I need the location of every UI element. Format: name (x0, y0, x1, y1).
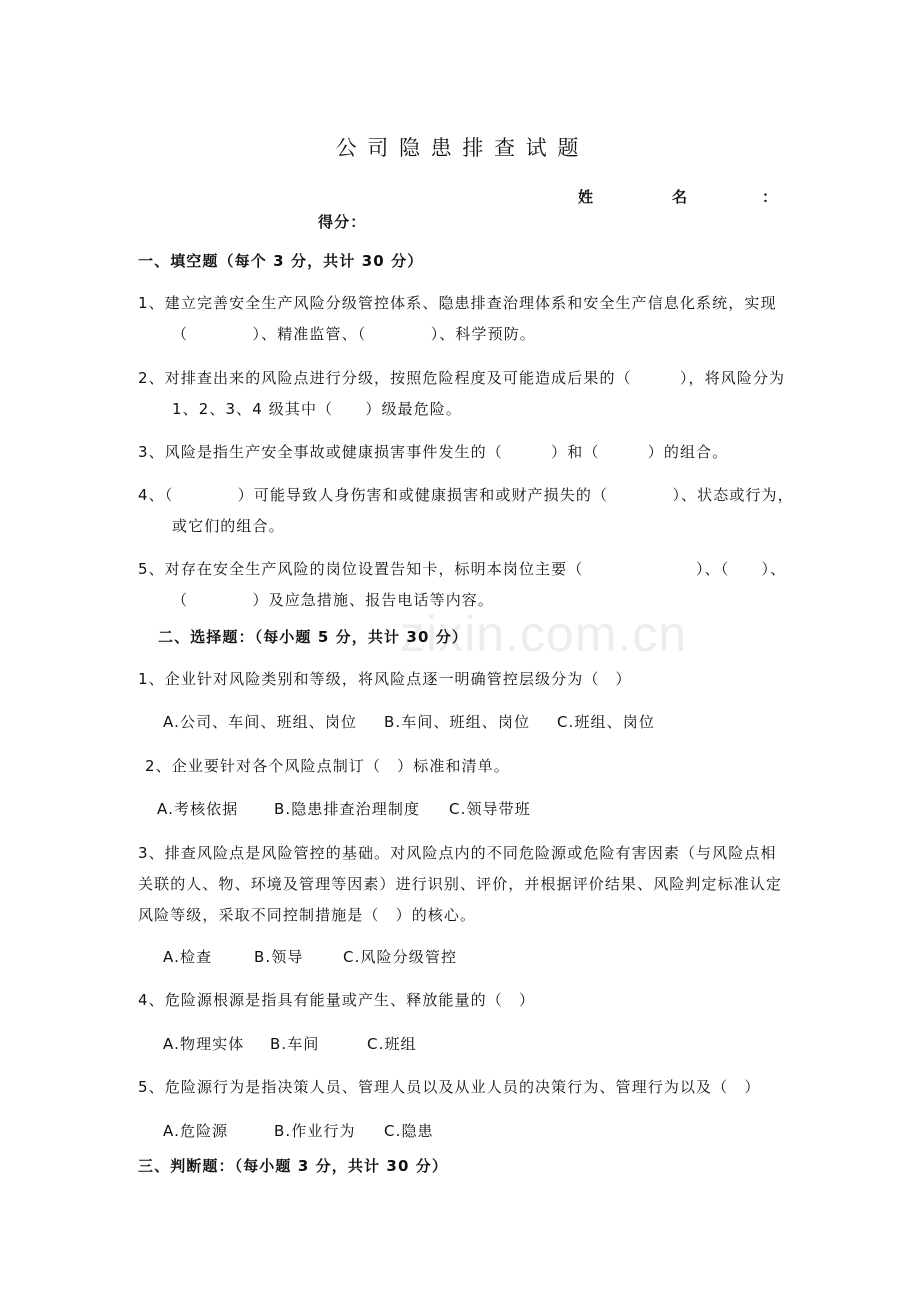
section-heading: 一、填空题（每个 3 分，共计 30 分） (138, 252, 424, 270)
question-line: 4、（ ）可能导致人身伤害和或健康损害和或财产损失的（ ）、状态或行为， (138, 486, 794, 504)
section-heading: 三、判断题：（每小题 3 分，共计 30 分） (138, 1157, 449, 1175)
option-a: A.危险源 (163, 1122, 229, 1140)
question-line: 1、企业针对风险类别和等级，将风险点逐一明确管控层级分为（ ） (138, 670, 632, 688)
question-line: 或它们的组合。 (172, 517, 285, 535)
question-line: 1、2、3、4 级其中（ ）级最危险。 (172, 400, 462, 418)
score-label: 得分： (318, 213, 367, 231)
option-b: B.作业行为 (274, 1122, 356, 1140)
option-a: A.公司、车间、班组、岗位 (163, 713, 358, 731)
option-a: A.物理实体 (163, 1035, 245, 1053)
question-line: 1、建立完善安全生产风险分级管控体系、隐患排查治理体系和安全生产信息化系统，实现 (138, 294, 777, 312)
option-b: B.领导 (254, 948, 304, 966)
question-line: 4、危险源根源是指具有能量或产生、释放能量的（ ） (138, 991, 536, 1009)
option-c: C.风险分级管控 (343, 948, 458, 966)
option-a: A.考核依据 (157, 800, 239, 818)
question-line: 5、对存在安全生产风险的岗位设置告知卡，标明本岗位主要（ ）、（ ）、 (138, 560, 787, 578)
option-c: C.隐患 (384, 1122, 434, 1140)
question-line: （ ）及应急措施、报告电话等内容。 (172, 591, 495, 609)
option-c: C.领导带班 (449, 800, 531, 818)
question-line: 2、企业要针对各个风险点制订（ ）标准和清单。 (145, 757, 510, 775)
option-b: B.车间、班组、岗位 (384, 713, 531, 731)
option-c: C.班组、岗位 (557, 713, 655, 731)
option-c: C.班组 (367, 1035, 417, 1053)
name-label-char2: 名 (672, 188, 689, 206)
option-b: B.车间 (270, 1035, 320, 1053)
option-a: A.检查 (163, 948, 213, 966)
name-label-char1: 姓 (578, 188, 595, 206)
question-line: 风险等级，采取不同控制措施是（ ）的核心。 (138, 906, 477, 924)
question-line: 关联的人、物、环境及管理等因素）进行识别、评价，并根据评价结果、风险判定标准认定 (138, 875, 783, 893)
question-line: 3、排查风险点是风险管控的基础。对风险点内的不同危险源或危险有害因素（与风险点相 (138, 844, 777, 862)
question-line: 2、对排查出来的风险点进行分级，按照危险程度及可能造成后果的（ ），将风险分为 (138, 369, 786, 387)
question-line: 5、危险源行为是指决策人员、管理人员以及从业人员的决策行为、管理行为以及（ ） (138, 1078, 761, 1096)
page-title: 公 司 隐 患 排 查 试 题 (335, 136, 581, 160)
section-heading: 二、选择题：（每小题 5 分，共计 30 分） (158, 628, 469, 646)
question-line: （ ）、精准监管、（ ）、科学预防。 (172, 325, 536, 343)
watermark: zixin.com.cn (400, 606, 688, 662)
option-b: B.隐患排查治理制度 (274, 800, 421, 818)
question-line: 3、风险是指生产安全事故或健康损害事件发生的（ ）和（ ）的组合。 (138, 443, 729, 461)
name-label-colon: ： (762, 188, 779, 206)
